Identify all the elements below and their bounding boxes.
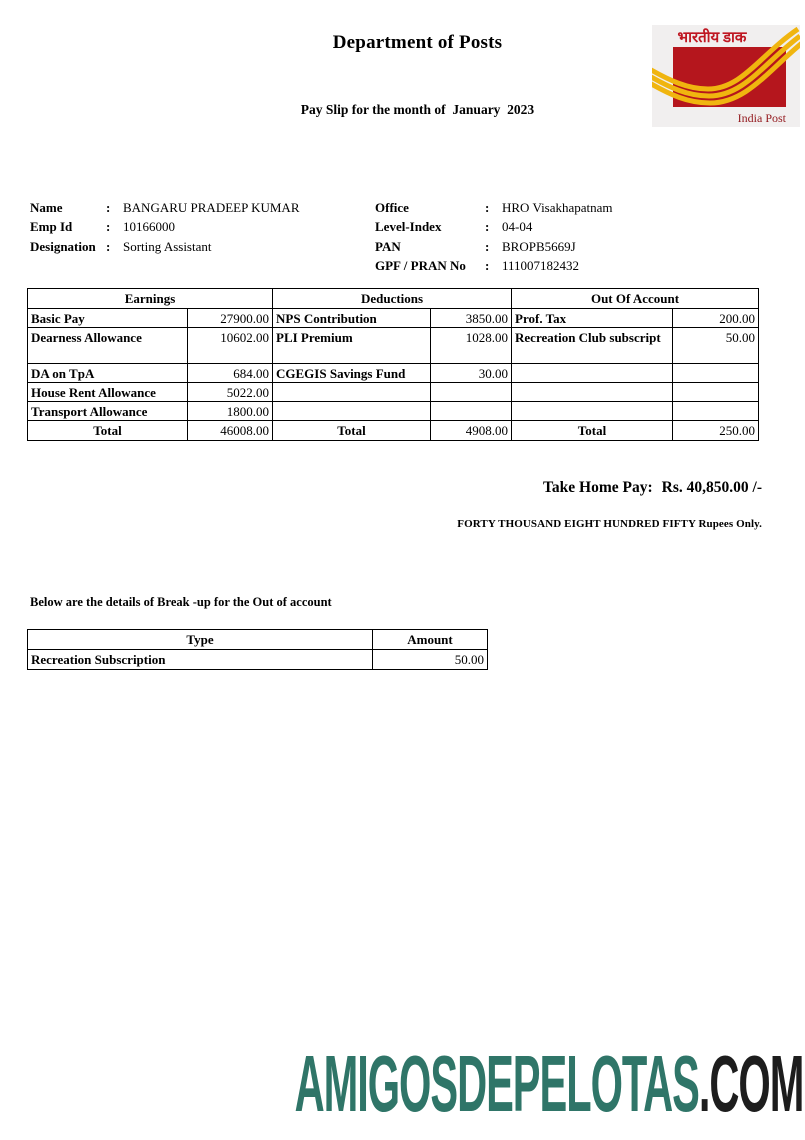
breakup-table: [27, 629, 488, 670]
emp-id-label: Emp Id: [30, 219, 73, 235]
logo-india-post-text: India Post: [737, 111, 786, 125]
table-row: [28, 364, 759, 383]
breakup-amount: 50.00: [373, 650, 488, 670]
take-home-pay-section: [0, 461, 762, 530]
out-of-account-label: Recreation Club subscript: [512, 328, 673, 364]
take-home-pay-label: Take Home Pay:: [543, 479, 653, 496]
office-value: HRO Visakhapatnam: [502, 200, 613, 215]
table-row: [28, 383, 759, 402]
out-of-account-total-label: Total: [512, 421, 673, 441]
deductions-total-label: Total: [273, 421, 431, 441]
deduction-label: [273, 383, 431, 402]
out-of-account-label: Prof. Tax: [512, 309, 673, 328]
amount-in-words: FORTY THOUSAND EIGHT HUNDRED FIFTY Rupees Only.: [457, 518, 762, 530]
breakup-row: [28, 650, 488, 670]
earning-label: Basic Pay: [28, 309, 188, 328]
separator: :: [106, 238, 111, 254]
out-of-account-label: [512, 383, 673, 402]
table-row: [28, 402, 759, 421]
deduction-amount: 3850.00: [431, 309, 512, 328]
earning-amount: 5022.00: [188, 383, 273, 402]
earning-amount: 684.00: [188, 364, 273, 383]
level-index-row: [375, 217, 613, 236]
earnings-header: Earnings: [28, 289, 273, 309]
separator: :: [485, 200, 490, 215]
designation-value: Sorting Assistant: [123, 238, 212, 254]
pan-value: BROPB5669J: [502, 238, 576, 254]
earning-amount: 10602.00: [188, 328, 273, 364]
watermark-main-text: AMIGOSDEPELOTAS: [294, 1039, 699, 1128]
table-row: [28, 309, 759, 328]
separator: :: [106, 200, 111, 215]
earning-label: Dearness Allowance: [28, 328, 188, 364]
deduction-label: [273, 402, 431, 421]
out-of-account-amount: [673, 364, 759, 383]
india-post-logo: [652, 25, 800, 127]
out-of-account-amount: 200.00: [673, 309, 759, 328]
earnings-total-label: Total: [28, 421, 188, 441]
name-label: Name: [30, 200, 63, 215]
separator: :: [106, 219, 111, 235]
office-row: [375, 198, 613, 217]
office-label: Office: [375, 200, 409, 215]
out-of-account-total-amount: 250.00: [673, 421, 759, 441]
out-of-account-amount: 50.00: [673, 328, 759, 364]
separator: :: [485, 257, 490, 273]
deduction-amount: [431, 402, 512, 421]
gpf-pran-value: 111007182432: [502, 257, 580, 273]
earnings-total-amount: 46008.00: [188, 421, 273, 441]
pan-row: [375, 237, 613, 256]
amount-header: Amount: [373, 630, 488, 650]
type-header: Type: [28, 630, 373, 650]
out-of-account-amount: [673, 383, 759, 402]
take-home-pay-line: [0, 461, 762, 515]
earning-amount: 27900.00: [188, 309, 273, 328]
earning-label: Transport Allowance: [28, 402, 188, 421]
deduction-label: PLI Premium: [273, 328, 431, 364]
out-of-account-header: Out Of Account: [512, 289, 759, 309]
earning-label: DA on TpA: [28, 364, 188, 383]
out-of-account-label: [512, 402, 673, 421]
gpf-pran-label: GPF / PRAN No: [375, 257, 466, 273]
emp-id-row: [30, 217, 299, 236]
breakup-type: Recreation Subscription: [28, 650, 373, 670]
logo-hindi-text: भारतीय डाक: [677, 30, 747, 46]
india-post-logo-graphic: [652, 25, 800, 127]
payslip-month-title: Pay Slip for the month of January 2023: [300, 102, 535, 117]
deduction-label: CGEGIS Savings Fund: [273, 364, 431, 383]
employee-name-row: [30, 198, 299, 217]
pay-table-header-row: [28, 289, 759, 309]
document-title: Department of Posts: [332, 32, 503, 53]
out-of-account-amount: [673, 402, 759, 421]
earning-amount: 1800.00: [188, 402, 273, 421]
deduction-label: NPS Contribution: [273, 309, 431, 328]
emp-id-value: 10166000: [123, 219, 175, 235]
deduction-amount: [431, 383, 512, 402]
separator: :: [485, 219, 490, 235]
designation-row: [30, 237, 299, 256]
level-index-value: 04-04: [502, 219, 533, 235]
watermark-suffix-text: .COM: [698, 1039, 803, 1128]
earning-label: House Rent Allowance: [28, 383, 188, 402]
totals-row: [28, 421, 759, 441]
deduction-amount: 1028.00: [431, 328, 512, 364]
take-home-pay-value: Rs. 40,850.00 /-: [661, 479, 762, 496]
level-index-label: Level-Index: [375, 219, 442, 235]
deductions-total-amount: 4908.00: [431, 421, 512, 441]
pay-table: [27, 288, 759, 441]
table-row: [28, 328, 759, 364]
name-value: BANGARU PRADEEP KUMAR: [123, 200, 300, 215]
gpf-pran-row: [375, 256, 613, 275]
designation-label: Designation: [30, 238, 96, 254]
deduction-amount: 30.00: [431, 364, 512, 383]
out-of-account-label: [512, 364, 673, 383]
separator: :: [485, 238, 490, 254]
site-watermark: [294, 1039, 803, 1128]
employee-info-right: [375, 198, 613, 275]
employee-info-left: [30, 198, 299, 256]
deductions-header: Deductions: [273, 289, 512, 309]
breakup-heading: Below are the details of Break -up for the Out of account: [30, 595, 332, 609]
breakup-header-row: [28, 630, 488, 650]
pan-label: PAN: [375, 238, 401, 254]
